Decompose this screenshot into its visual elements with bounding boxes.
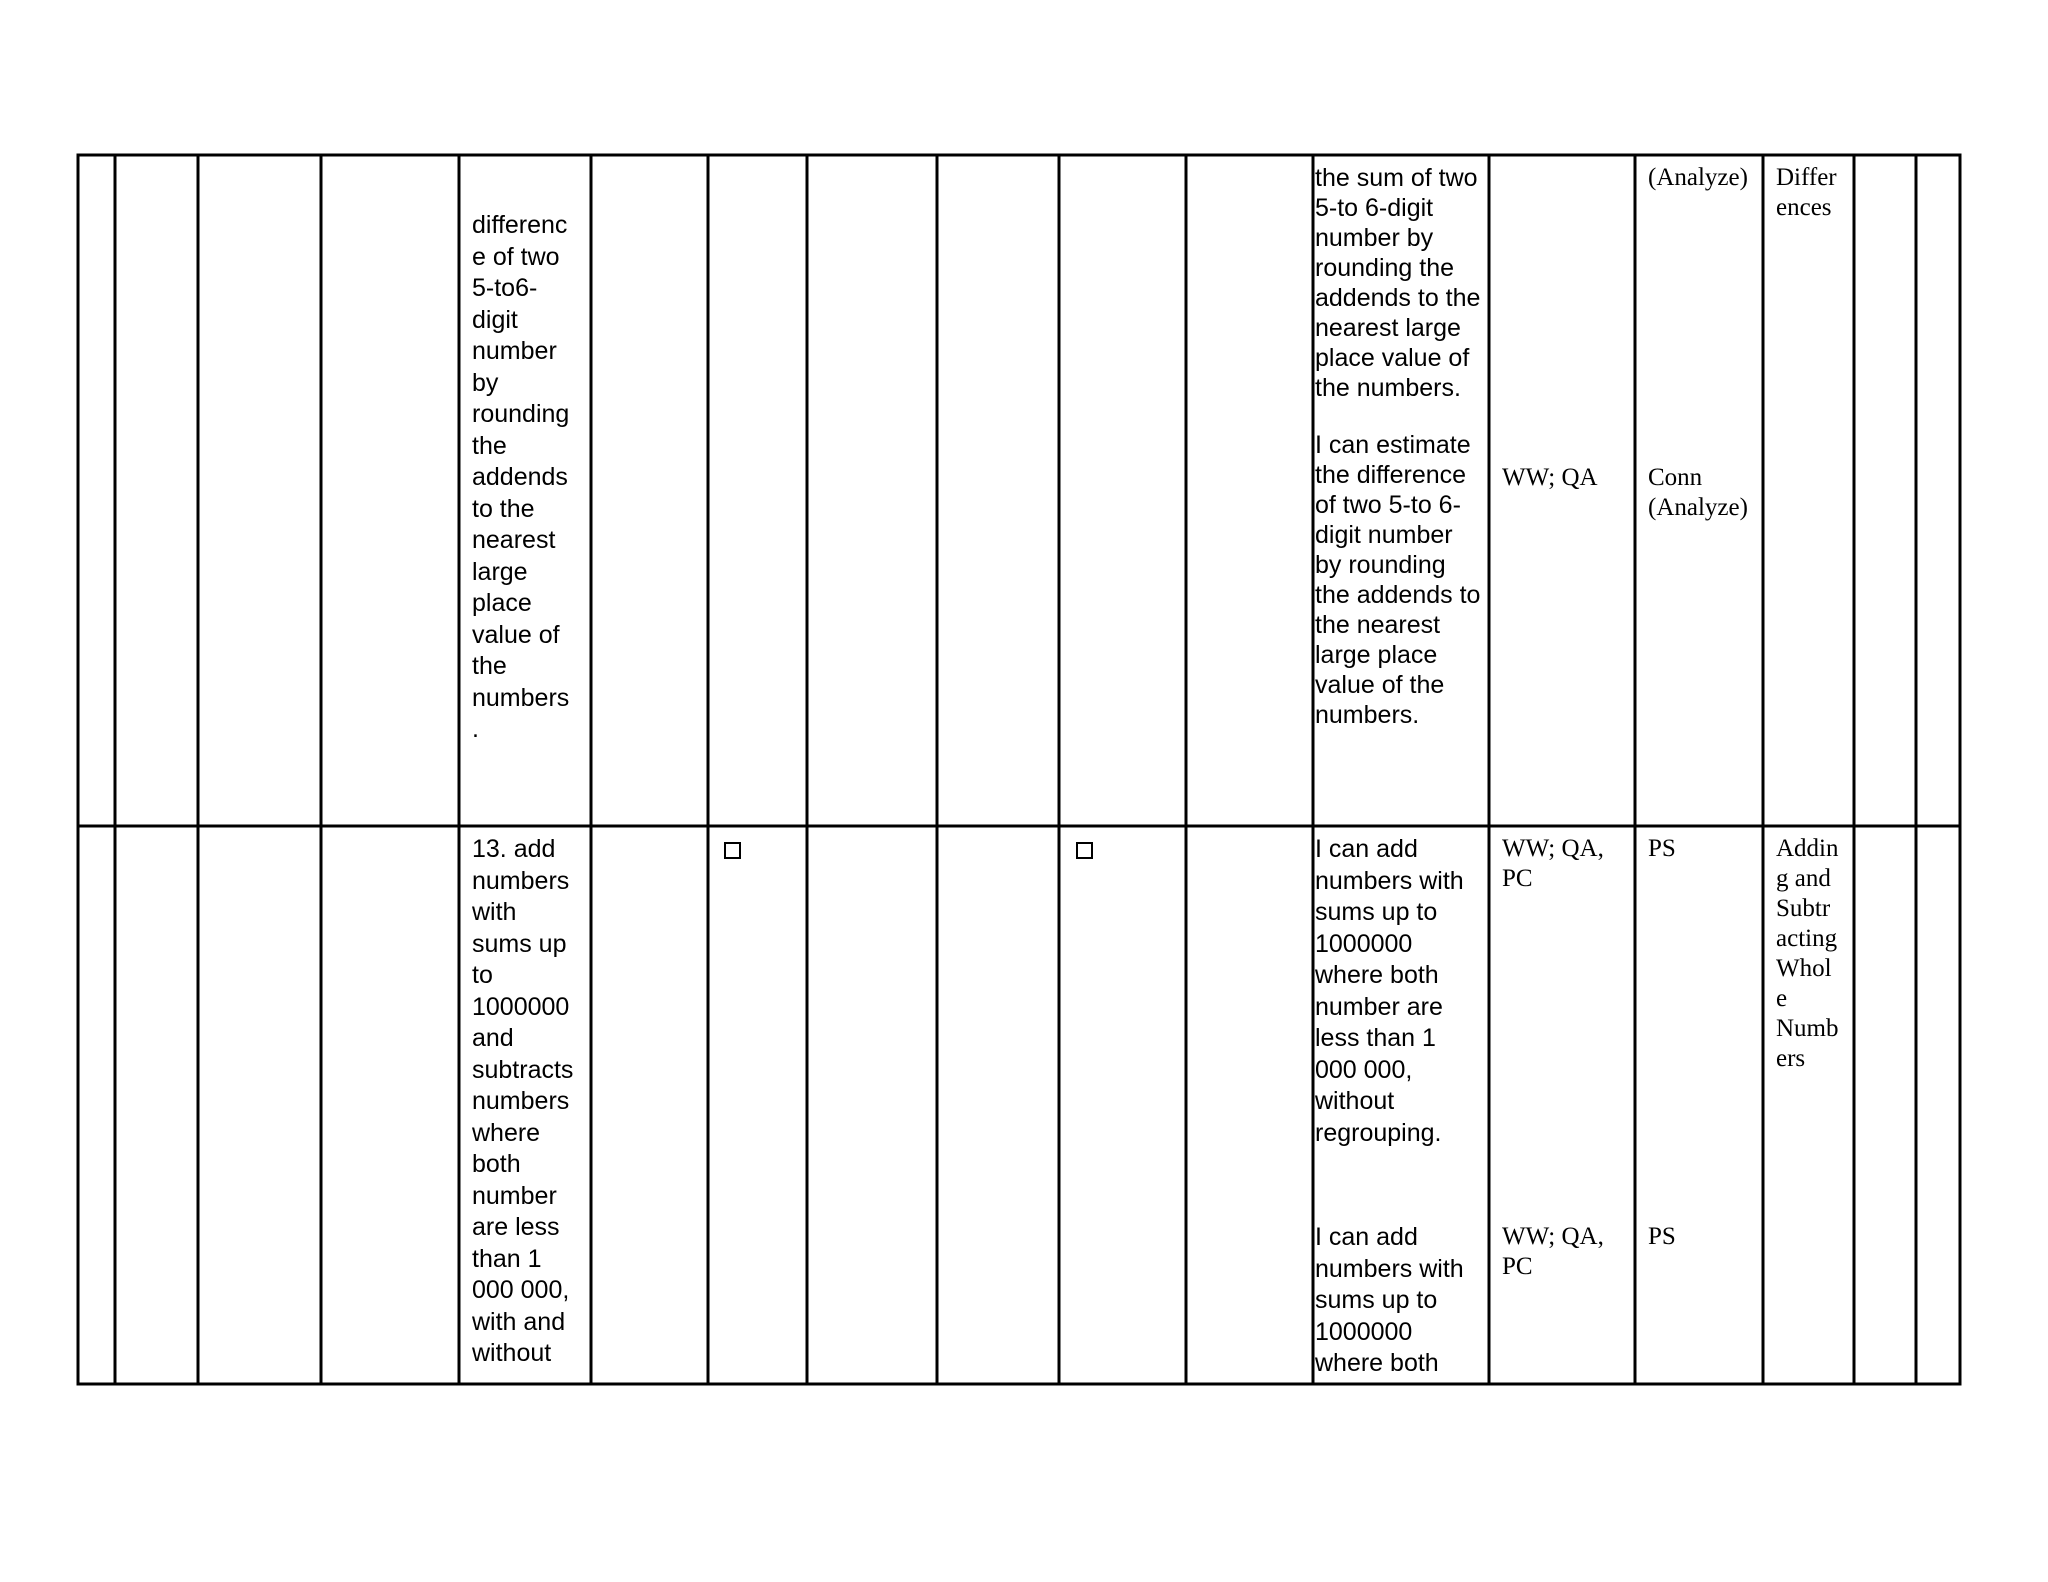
- row2-checkbox-b[interactable]: [1076, 842, 1093, 859]
- row1-skill-cell-part1: (Analyze): [1648, 164, 1748, 191]
- row1-target-cell-part2: I can estimate the difference of two 5-to 6- digit number by rounding the addends to the nearest large place value of the numbers.: [1315, 431, 1481, 729]
- row1-topic-cell: Differ ences: [1776, 164, 1837, 221]
- row1-objective-cell: differenc e of two 5-to6- digit number by rounding the addends to the nearest large place value of the numbers .: [472, 211, 570, 743]
- row2-checkbox-a[interactable]: [724, 842, 741, 859]
- row1-assessment-cell: WW; QA: [1502, 464, 1598, 491]
- row2-objective-cell: 13. add numbers with sums up to 1000000 and subtracts numbers where both number are less than 1 000 000, with and without: [472, 835, 574, 1367]
- row2-assessment-cell-part1: WW; QA, PC: [1502, 835, 1604, 892]
- table-border: [78, 155, 1960, 1384]
- row2-skill-cell-part1: PS: [1648, 835, 1676, 862]
- row2-assessment-cell-part2: WW; QA, PC: [1502, 1223, 1604, 1280]
- row2-target-cell-part2: I can add numbers with sums up to 1000000 where both: [1315, 1223, 1464, 1377]
- row2-target-cell-part1: I can add numbers with sums up to 1000000 where both number are less than 1 000 000, without regrouping.: [1315, 835, 1464, 1147]
- row2-skill-cell-part2: PS: [1648, 1223, 1676, 1250]
- row1-target-cell-part1: the sum of two 5-to 6-digit number by rounding the addends to the nearest large place value of the numbers.: [1315, 164, 1481, 402]
- row1-skill-cell-part2: Conn (Analyze): [1648, 464, 1748, 521]
- row2-topic-cell: Addin g and Subtr acting Whol e Numb ers: [1776, 835, 1839, 1072]
